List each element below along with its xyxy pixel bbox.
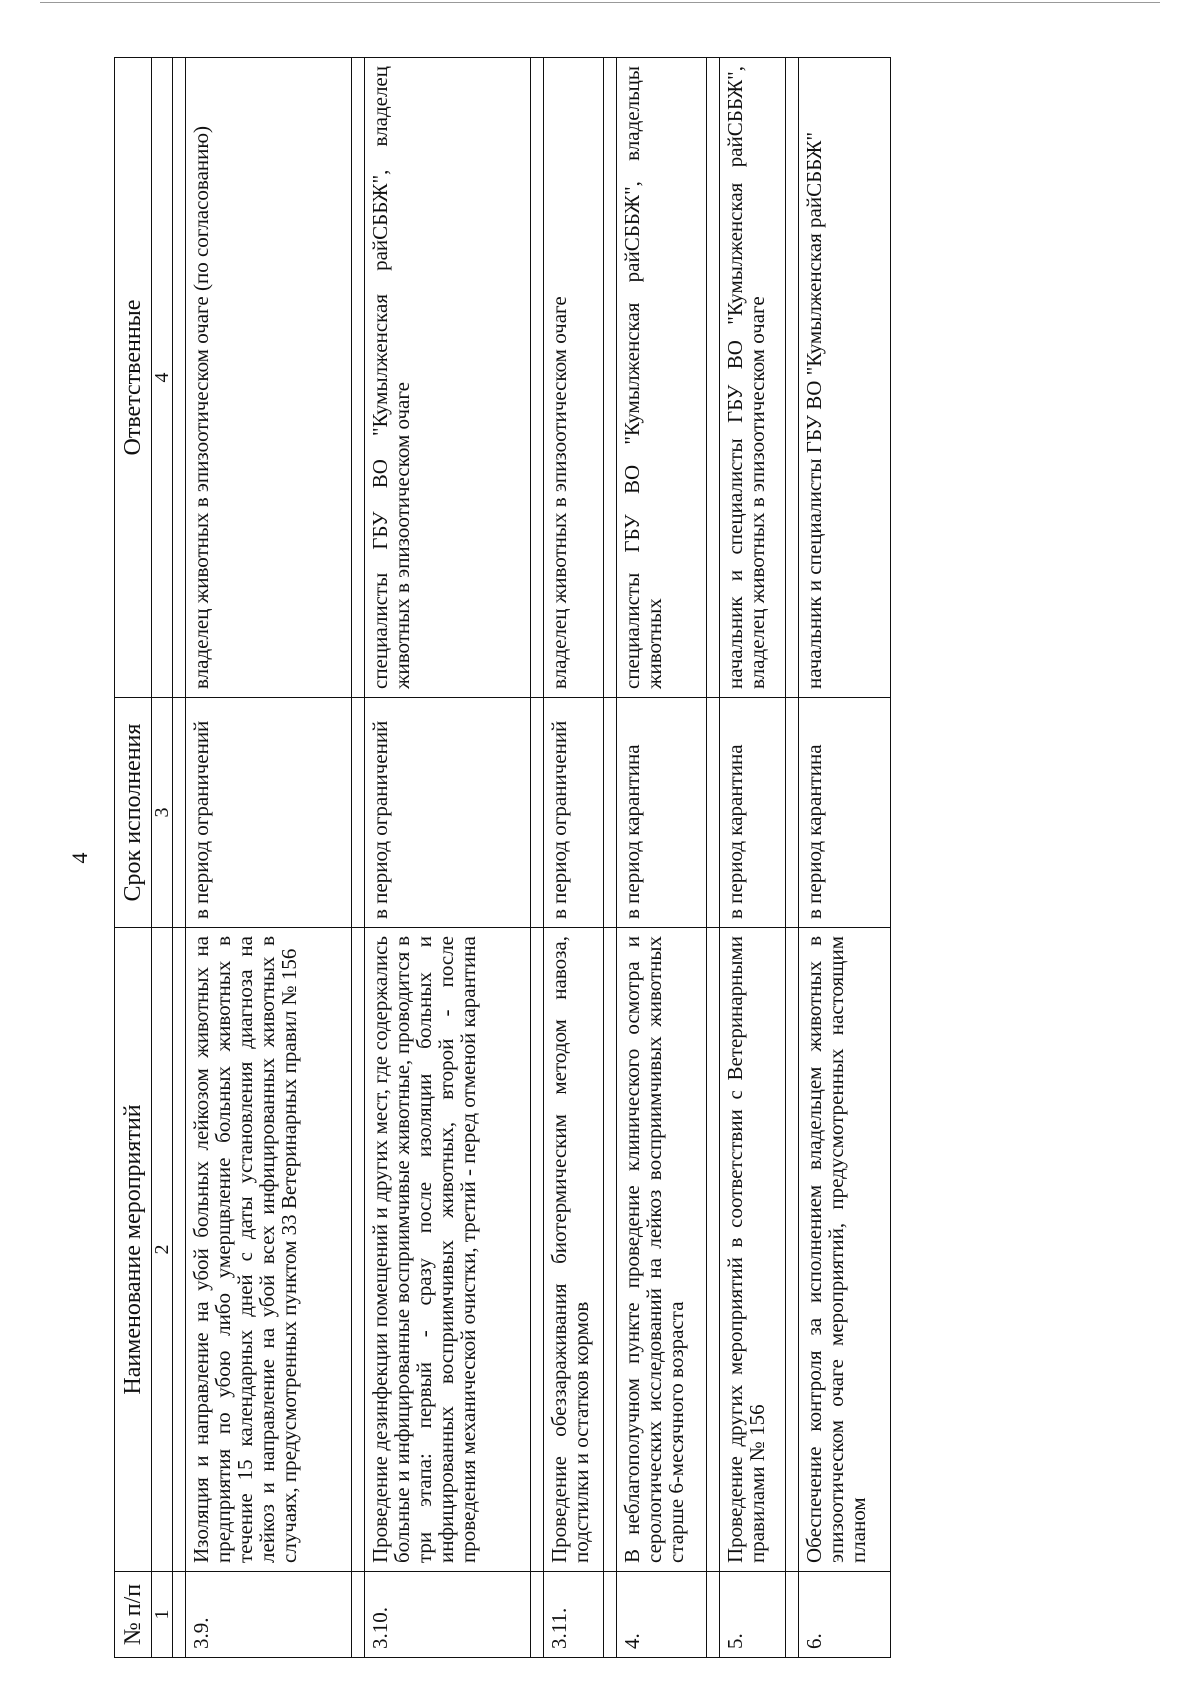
measure-term: в период ограничений [186,698,352,928]
measure-term: в период карантина [617,698,707,928]
table-spacer-row [531,58,544,1658]
measure-term: в период ограничений [544,698,604,928]
measure-responsible: специалисты ГБУ ВО "Кумылженская райСББЖ", владелец животных в эпизоотическом очаге [365,58,531,698]
table-spacer-row [786,58,799,1658]
measure-name: Обеспечение контроля за исполнением владельцем животных в эпизоотическом очаге мероприятий, предусмотренных настоящим планом [799,928,891,1572]
header-no: № п/п [115,1572,152,1658]
row-number: 3.10. [365,1572,531,1658]
row-number: 3.11. [544,1572,604,1658]
table-spacer-row [173,58,186,1658]
measure-responsible: владелец животных в эпизоотическом очаге [544,58,604,698]
column-number: 2 [152,928,173,1572]
table-row [799,58,891,1658]
measure-term: в период карантина [720,698,786,928]
column-number: 4 [152,58,173,698]
measure-responsible: специалисты ГБУ ВО "Кумылженская райСББЖ", владельцы животных [617,58,707,698]
table-row [720,58,786,1658]
measure-term: в период ограничений [365,698,531,928]
column-number-row [152,58,173,1658]
column-number: 3 [152,698,173,928]
measure-name: Проведение других мероприятий в соответствии с Ветеринарными правилами № 156 [720,928,786,1572]
measure-responsible: начальник и специалисты ГБУ ВО "Кумылженская райСББЖ" [799,58,891,698]
row-number: 6. [799,1572,891,1658]
column-number: 1 [152,1572,173,1658]
table-spacer-row [707,58,720,1658]
table-header-row [115,58,152,1658]
rotated-page-content [114,58,1154,1658]
measure-responsible: начальник и специалисты ГБУ ВО "Кумылженская райСББЖ", владелец животных в эпизоотическом очаге [720,58,786,698]
measures-table [114,57,891,1658]
header-name: Наименование мероприятий [115,928,152,1572]
table-spacer-row [604,58,617,1658]
table-row [617,58,707,1658]
measure-name: В неблагополучном пункте проведение клинического осмотра и серологических исследований на лейкоз восприимчивых животных старше 6-месячного возраста [617,928,707,1572]
measure-name: Проведение дезинфекции помещений и других мест, где содержались больные и инфицированные восприимчивые животные, проводится в три этапа: первый - сразу после изоляции больных и инфицированных восприимчивых животных, второй - после проведения механической очистки, третий - перед отменой карантина [365,928,531,1572]
header-responsible: Ответственные [115,58,152,698]
measure-name: Изоляция и направление на убой больных лейкозом животных на предприятия по убою либо умерщвление больных животных в течение 15 календарных дней с даты установления диагноза на лейкоз и направление на убой всех инфицированных животных в случаях, предусмотренных пунктом 33 Ветеринарных правил № 156 [186,928,352,1572]
row-number: 4. [617,1572,707,1658]
table-spacer-row [352,58,365,1658]
header-term: Срок исполнения [115,698,152,928]
measure-term: в период карантина [799,698,891,928]
scan-top-edge [40,2,1160,3]
row-number: 3.9. [186,1572,352,1658]
measure-responsible: владелец животных в эпизоотическом очаге (по согласованию) [186,58,352,698]
page-number: 4 [67,852,92,864]
measure-name: Проведение обеззараживания биотермическим методом навоза, подстилки и остатков кормов [544,928,604,1572]
table-row [544,58,604,1658]
row-number: 5. [720,1572,786,1658]
table-row [365,58,531,1658]
table-row [186,58,352,1658]
